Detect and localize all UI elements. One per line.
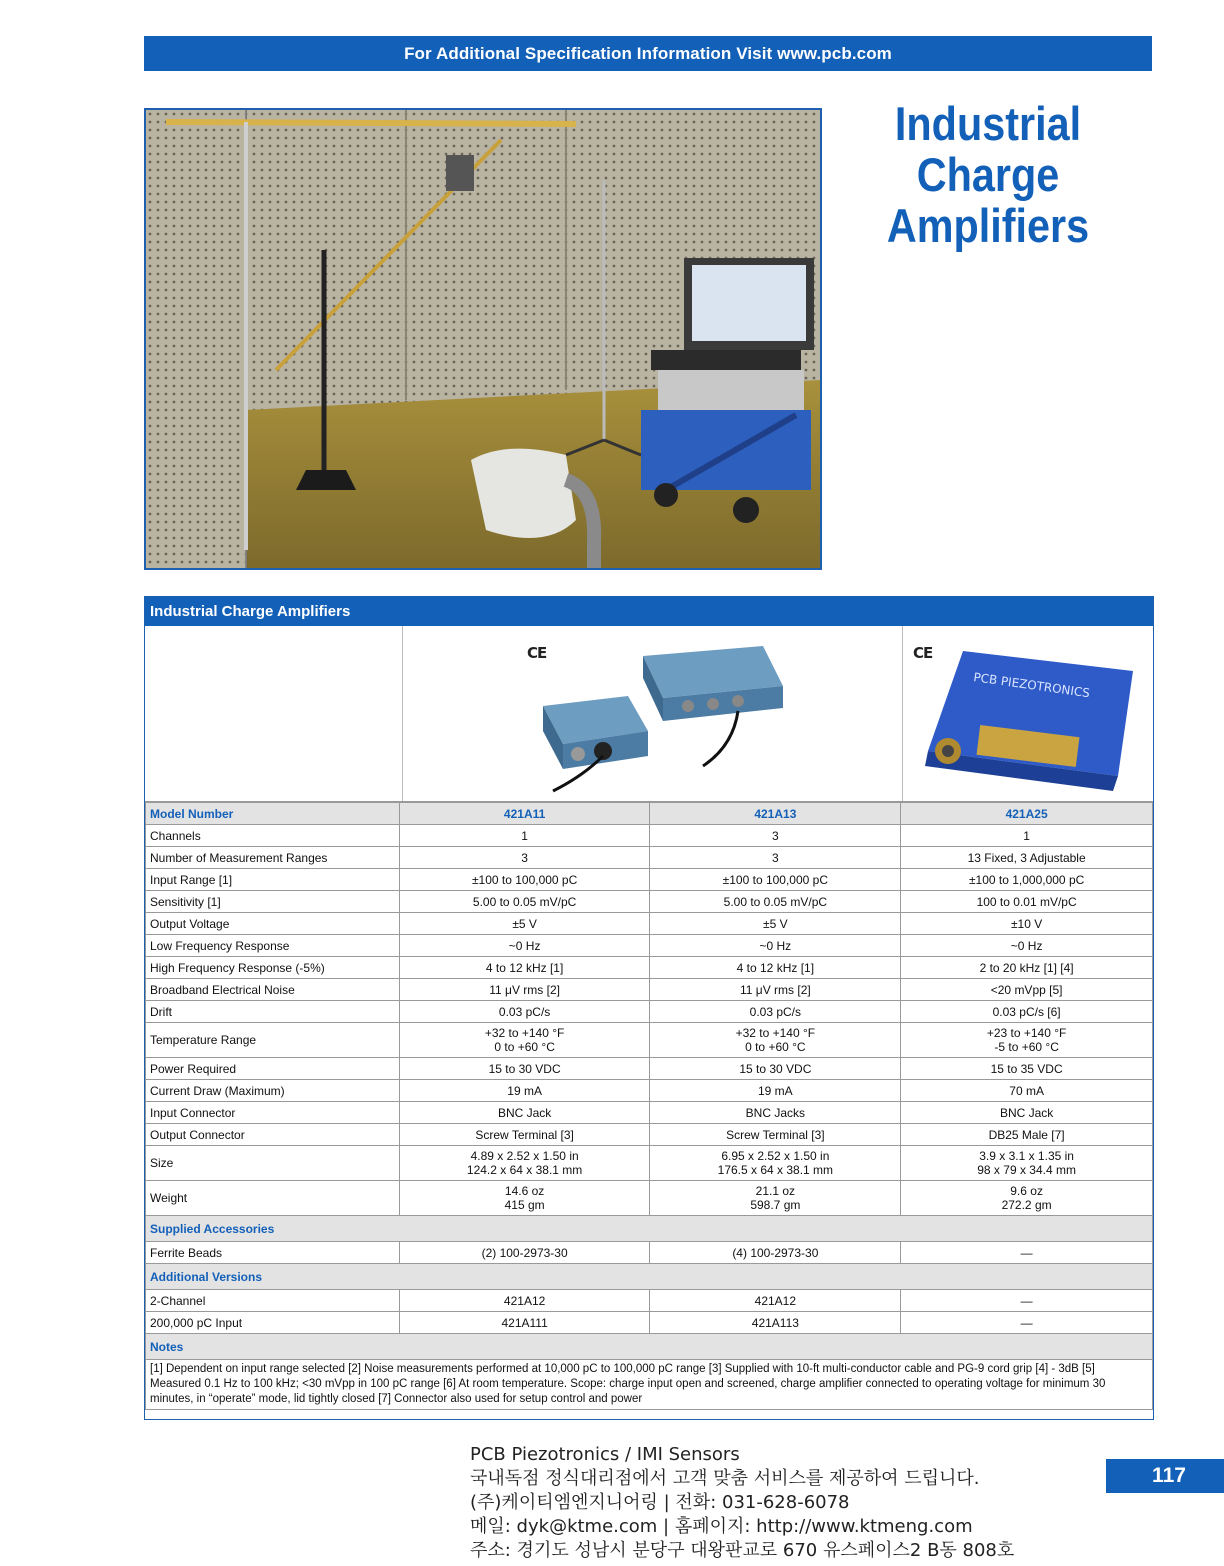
row-label: Input Connector — [146, 1102, 400, 1124]
image-row-label-cell — [145, 626, 403, 801]
cell: 421A12 — [650, 1290, 901, 1312]
cell — [399, 1146, 650, 1181]
cell: 13 Fixed, 3 Adjustable — [901, 847, 1153, 869]
table-row — [146, 1080, 1153, 1102]
cell: 0.03 pC/s [6] — [901, 1001, 1153, 1023]
row-label: Low Frequency Response — [146, 935, 400, 957]
cell: DB25 Male [7] — [901, 1124, 1153, 1146]
cell: 70 mA — [901, 1080, 1153, 1102]
cell — [650, 1023, 901, 1058]
cell: BNC Jack — [399, 1102, 650, 1124]
table-row — [146, 1124, 1153, 1146]
cell: 4 to 12 kHz [1] — [650, 957, 901, 979]
notes-text: [1] Dependent on input range selected [2] Noise measurements performed at 10,000 pC to 100,000 pC range [3] Supplied with 10-ft multi-conductor cable and PG-9 cord grip [4] - 3dB [5] Measured 0.1 Hz to 100 kHz; <30 mVpp in 100 pC range [6] At room temperature. Scope: charge input open and screened, charge amplifier connected to operating voltage for minimum 30 minutes, in “operate” mode, lid tightly closed [7] Connector also used for setup control and power — [146, 1360, 1153, 1410]
cell: — — [901, 1290, 1153, 1312]
row-label: Sensitivity [1] — [146, 891, 400, 913]
section-title: Notes — [146, 1334, 1153, 1360]
row-label: Ferrite Beads — [146, 1242, 400, 1264]
cell: — — [901, 1242, 1153, 1264]
cell: 0.03 pC/s — [399, 1001, 650, 1023]
cell — [399, 1181, 650, 1216]
title-line-2: Charge — [916, 148, 1060, 201]
cell: ±100 to 1,000,000 pC — [901, 869, 1153, 891]
cell: 421A111 — [399, 1312, 650, 1334]
table-row — [146, 935, 1153, 957]
cell-line: +32 to +140 °F — [484, 1026, 565, 1040]
cell — [901, 1181, 1153, 1216]
table-row — [146, 1001, 1153, 1023]
row-label: Weight — [146, 1181, 400, 1216]
cell: <20 mVpp [5] — [901, 979, 1153, 1001]
row-label: Output Connector — [146, 1124, 400, 1146]
section-header-accessories — [146, 1216, 1153, 1242]
page-number: 117 — [1106, 1459, 1224, 1493]
cell-line: 0 to +60 °C — [745, 1040, 806, 1054]
spec-info-banner: For Additional Specification Information Visit www.pcb.com — [144, 36, 1152, 71]
row-label: Current Draw (Maximum) — [146, 1080, 400, 1102]
table-row — [146, 847, 1153, 869]
footer-line-phone: (주)케이티엠엔지니어링 | 전화: 031-628-6078 — [470, 1492, 850, 1513]
row-label: Size — [146, 1146, 400, 1181]
table-row — [146, 913, 1153, 935]
cell: ±100 to 100,000 pC — [650, 869, 901, 891]
model-421A13: 421A13 — [650, 803, 901, 825]
row-label: Power Required — [146, 1058, 400, 1080]
cell: ~0 Hz — [901, 935, 1153, 957]
cell: BNC Jacks — [650, 1102, 901, 1124]
cell: 5.00 to 0.05 mV/pC — [399, 891, 650, 913]
cell: ±5 V — [399, 913, 650, 935]
cell: 100 to 0.01 mV/pC — [901, 891, 1153, 913]
cell: ±10 V — [901, 913, 1153, 935]
cell-line: 4.89 x 2.52 x 1.50 in — [470, 1149, 579, 1163]
cell: 19 mA — [650, 1080, 901, 1102]
distributor-contact — [470, 1443, 1110, 1563]
ce-mark: CE — [527, 644, 547, 662]
cell-line: 124.2 x 64 x 38.1 mm — [466, 1163, 583, 1177]
model-number-label: Model Number — [146, 803, 400, 825]
table-row — [146, 957, 1153, 979]
cell: 1 — [901, 825, 1153, 847]
product-image-421A11-421A13 — [403, 626, 903, 801]
test-chamber-photo — [144, 108, 822, 570]
row-label: Drift — [146, 1001, 400, 1023]
table-row — [146, 1312, 1153, 1334]
cell: 2 to 20 kHz [1] [4] — [901, 957, 1153, 979]
cell — [901, 1146, 1153, 1181]
table-row — [146, 1146, 1153, 1181]
footer-line-service: 국내독점 정식대리점에서 고객 맞춤 서비스를 제공하여 드립니다. — [470, 1468, 980, 1489]
cell: — — [901, 1312, 1153, 1334]
cell-line: +32 to +140 °F — [735, 1026, 816, 1040]
spec-table — [144, 596, 1154, 1420]
cell: 11 μV rms [2] — [650, 979, 901, 1001]
cell: 3 — [650, 847, 901, 869]
cell: 5.00 to 0.05 mV/pC — [650, 891, 901, 913]
cell: (4) 100-2973-30 — [650, 1242, 901, 1264]
row-label: Temperature Range — [146, 1023, 400, 1058]
table-row — [146, 1290, 1153, 1312]
cell: BNC Jack — [901, 1102, 1153, 1124]
notes-row — [146, 1360, 1153, 1410]
cell: 11 μV rms [2] — [399, 979, 650, 1001]
cell: 19 mA — [399, 1080, 650, 1102]
cell: 4 to 12 kHz [1] — [399, 957, 650, 979]
cell: Screw Terminal [3] — [650, 1124, 901, 1146]
row-label: High Frequency Response (-5%) — [146, 957, 400, 979]
table-row — [146, 825, 1153, 847]
cell: 0.03 pC/s — [650, 1001, 901, 1023]
cell: ~0 Hz — [650, 935, 901, 957]
row-label: 200,000 pC Input — [146, 1312, 400, 1334]
model-number-row — [146, 803, 1153, 825]
cell: Screw Terminal [3] — [399, 1124, 650, 1146]
cell-line: 98 x 79 x 34.4 mm — [977, 1163, 1076, 1177]
spec-table-heading: Industrial Charge Amplifiers — [145, 597, 1153, 626]
table-row — [146, 979, 1153, 1001]
cell-line: 176.5 x 64 x 38.1 mm — [717, 1163, 834, 1177]
cell: ~0 Hz — [399, 935, 650, 957]
cell: 3 — [399, 847, 650, 869]
svg-text:PCB PIEZOTRONICS: PCB PIEZOTRONICS — [972, 670, 1091, 701]
page-title — [882, 98, 1093, 251]
product-image-421A25 — [903, 626, 1153, 801]
spec-grid — [145, 802, 1153, 1410]
cell: ±5 V — [650, 913, 901, 935]
cell — [650, 1181, 901, 1216]
cell: (2) 100-2973-30 — [399, 1242, 650, 1264]
cell: 15 to 30 VDC — [650, 1058, 901, 1080]
cell-line: 272.2 gm — [1001, 1198, 1052, 1212]
cell-line: 9.6 oz — [1010, 1184, 1043, 1198]
section-header-versions — [146, 1264, 1153, 1290]
table-row — [146, 891, 1153, 913]
ce-mark: CE — [913, 644, 933, 662]
table-row — [146, 869, 1153, 891]
section-title: Supplied Accessories — [146, 1216, 1153, 1242]
row-label: 2-Channel — [146, 1290, 400, 1312]
cell-line: 0 to +60 °C — [494, 1040, 555, 1054]
table-row — [146, 1023, 1153, 1058]
cell — [399, 1023, 650, 1058]
title-line-3: Amplifiers — [886, 199, 1090, 252]
row-label: Number of Measurement Ranges — [146, 847, 400, 869]
table-row — [146, 1058, 1153, 1080]
cell: 3 — [650, 825, 901, 847]
cell-line: 3.9 x 3.1 x 1.35 in — [979, 1149, 1074, 1163]
table-row — [146, 1181, 1153, 1216]
cell-line: +23 to +140 °F — [986, 1026, 1067, 1040]
cell-line: 14.6 oz — [504, 1184, 545, 1198]
section-title: Additional Versions — [146, 1264, 1153, 1290]
footer-line-email: 메일: dyk@ktme.com | 홈페이지: http://www.ktmeng.com — [470, 1516, 973, 1537]
cell: 421A12 — [399, 1290, 650, 1312]
product-image-row — [145, 626, 1153, 802]
cell — [650, 1146, 901, 1181]
cell-line: -5 to +60 °C — [994, 1040, 1059, 1054]
model-421A25: 421A25 — [901, 803, 1153, 825]
cell-line: 6.95 x 2.52 x 1.50 in — [721, 1149, 830, 1163]
row-label: Channels — [146, 825, 400, 847]
cell: 1 — [399, 825, 650, 847]
cell-line: 598.7 gm — [750, 1198, 801, 1212]
cell: 15 to 35 VDC — [901, 1058, 1153, 1080]
row-label: Broadband Electrical Noise — [146, 979, 400, 1001]
row-label: Input Range [1] — [146, 869, 400, 891]
row-label: Output Voltage — [146, 913, 400, 935]
footer-line-address: 주소: 경기도 성남시 분당구 대왕판교로 670 유스페이스2 B동 808호 — [470, 1540, 1015, 1561]
cell: 15 to 30 VDC — [399, 1058, 650, 1080]
cell-line: 415 gm — [504, 1198, 545, 1212]
cell: ±100 to 100,000 pC — [399, 869, 650, 891]
table-row — [146, 1242, 1153, 1264]
cell — [901, 1023, 1153, 1058]
section-header-notes — [146, 1334, 1153, 1360]
model-421A11: 421A11 — [399, 803, 650, 825]
cell: 421A113 — [650, 1312, 901, 1334]
cell-line: 21.1 oz — [755, 1184, 796, 1198]
footer-line-brand: PCB Piezotronics / IMI Sensors — [470, 1444, 740, 1465]
table-row — [146, 1102, 1153, 1124]
title-line-1: Industrial — [894, 97, 1082, 150]
